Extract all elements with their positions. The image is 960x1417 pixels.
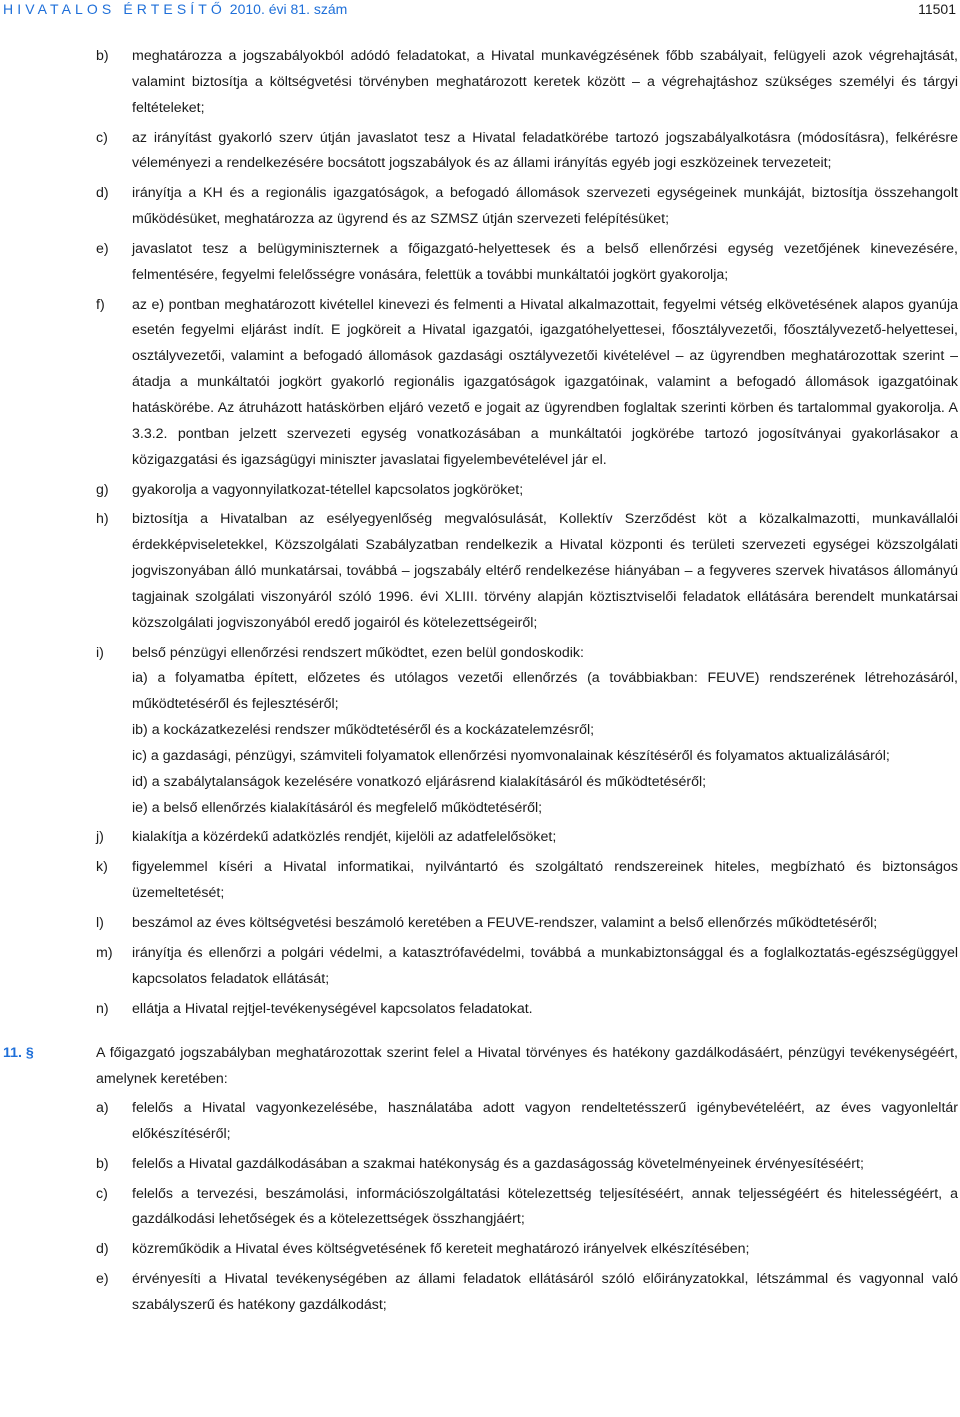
issue-label: 2010. évi 81. szám [229,1,348,17]
section-intro: A főigazgató jogszabályban meghatározottak szerint felel a Hivatal törvényes és hatékony gazdálkodásáért, pénzügyi tevékenységéért, amelynek keretében: [96,1045,958,1088]
sub-item: ie) a belső ellenőrzés kialakításáról és megfelelő működtetéséről; [132,799,543,816]
item-text: ellátja a Hivatal rejtjel-tevékenységével kapcsolatos feladatokat. [132,1000,533,1017]
list-item [0,181,960,233]
page-number: 11501 [918,1,956,17]
sub-item: id) a szabálytalanságok kezelésére vonatkozó eljárásrend kialakításáról és működtetéséről; [132,773,707,790]
list-item [96,1182,958,1234]
item-marker: e) [96,1271,109,1288]
list-item [0,126,960,178]
item-text: irányítja a KH és a regionális igazgatóságok, a befogadó állomások szervezeti egységeinek munkáját, biztosítja összehangolt működésüket, meghatározza az ügyrend és az SZMSZ útján szervezeti felépítésüket; [132,185,958,228]
section-11 [0,1041,960,1318]
list-item [0,44,960,122]
item-marker: e) [96,240,109,257]
item-text: az irányítást gyakorló szerv útján javaslatot tesz a Hivatal feladatkörébe tartozó jogszabályalkotásra (módosításra), felkérésre véleményezi a rendelkezésére bocsátott jogszabályok és az állami irányítás egyéb jogi eszközeinek tervezeteit; [132,129,958,172]
item-marker: b) [96,48,109,64]
item-marker: a) [96,1100,109,1117]
item-text: figyelemmel kíséri a Hivatal informatikai, nyilvántartó és szolgáltató rendszereinek hiteles, megbízható és biztonságos üzemeltetését; [132,859,958,902]
item-text: biztosítja a Hivatalban az esélyegyenlőség megvalósulását, Kollektív Szerződést köt a közalkalmazotti, munkavállalói érdekképviseletekkel, Közszolgálati Szabályzatban rendelkezik a Hivatal központi és területi szervezeti egységei közszolgálati jogviszonyában álló munkatársai, továbbá – jogszabály eltérő rendelkezése hiányában – a fegyveres szervek hivatásos állományú tagjainak szolgálati viszonyáról szóló 1996. évi XLIII. törvény alapján köztisztviselői feladatok ellátására berendelt munkatársai közszolgálati jogviszonyából eredő jogairól és kötelezettségeiről; [132,511,958,631]
item-text: közreműködik a Hivatal éves költségvetésének fő kereteit meghatározó irányelvek elkészítésében; [132,1241,750,1258]
item-marker: l) [96,915,104,931]
item-marker: d) [96,1241,109,1258]
list-item [96,1096,958,1148]
item-marker: k) [96,859,108,876]
journal-title: HIVATALOS ÉRTESÍTŐ [3,1,226,17]
item-marker: f) [96,296,105,313]
list-item [0,941,960,993]
item-marker: m) [96,944,113,961]
item-text: felelős a Hivatal gazdálkodásában a szakmai hatékonyság és a gazdaságosság követelményeinek érvényesítéséért; [132,1155,864,1172]
item-marker: d) [96,185,109,202]
item-text: javaslatot tesz a belügyminiszternek a főigazgató-helyettesek és a belső ellenőrzési egység vezetőjének kinevezésére, felmentésére, fegyelmi felelősségre vonására, felettük a további munkáltatói jogkört gyakorolja; [132,240,958,283]
sub-item: ia) a folyamatba épített, előzetes és utólagos vezetői ellenőrzés (a továbbiakban: FEUVE) rendszerének létrehozásáról, működtetéséről és fejlesztéséről; [132,670,958,713]
list-item [0,237,960,289]
list-item [0,911,960,937]
document-body [0,44,960,1319]
list-item [0,478,960,504]
item-marker: j) [96,829,104,846]
item-text: beszámol az éves költségvetési beszámoló keretében a FEUVE-rendszer, valamint a belső ellenőrzés működtetéséről; [132,915,878,931]
section-list [96,1096,958,1319]
item-text-block [132,641,958,822]
list-item [96,1152,958,1178]
item-marker: b) [96,1155,109,1172]
list-item [0,507,960,636]
list-item [0,293,960,474]
item-marker: n) [96,1000,109,1017]
list-item [0,641,960,822]
list-item [0,997,960,1023]
section-number: 11. § [3,1045,34,1062]
item-text: kialakítja a közérdekű adatközlés rendjét, kijelöli az adatfelelősöket; [132,829,557,846]
item-text: felelős a Hivatal vagyonkezelésébe, használatába adott vagyon rendeltetésszerű igénybevételéért, az éves vagyonleltár előkészítéséről; [132,1100,958,1142]
list-item [96,1267,958,1319]
item-text: érvényesíti a Hivatal tevékenységében az állami feladatok ellátásáról szóló előirányzatokkal, létszámmal és vagyonnal való szabályszerű és hatékony gazdálkodást; [132,1271,958,1313]
item-marker: g) [96,481,109,498]
sub-item: ic) a gazdasági, pénzügyi, számviteli folyamatok ellenőrzési nyomvonalainak készítéséről és folyamatos aktualizálásáról; [132,747,890,764]
item-text: belső pénzügyi ellenőrzési rendszert működtet, ezen belül gondoskodik: [132,644,584,661]
item-text: az e) pontban meghatározott kivétellel kinevezi és felmenti a Hivatal alkalmazottait, fegyelmi vétség elkövetésének alapos gyanúja esetén fegyelmi eljárást indít. E jogköreit a Hivatal igazgatói, igazgatóhelyettesei, főosztályvezetői, főosztályvezető-helyettesei, osztályvezetői, valamint a befogadó állomások gazdasági osztályvezetői kivételével – az ügyrendben meghatározottak szerint – átadja a munkáltatói jogkört gyakorló regionális igazgatóságok igazgatóinak, valamint a befogadó állomások igazgatóinak hatáskörébe. Az átruházott hatáskörben eljáró vezető e jogait az ügyrendben foglaltak szerinti körben és tartalommal gyakorolja. A 3.3.2. pontban jelzett szervezeti egység vonatkozásában a munkáltatói jogkörébe tartozó jogosítványai gyakorlásakor a közigazgatási és igazságügyi miniszter javaslatai figyelembevételével jár el. [132,296,958,468]
item-marker: h) [96,511,109,528]
item-text: gyakorolja a vagyonnyilatkozat-tétellel kapcsolatos jogköröket; [132,481,524,498]
item-marker: i) [96,644,104,661]
item-marker: c) [96,1185,108,1202]
running-header [3,0,347,18]
item-text: meghatározza a jogszabályokból adódó feladatokat, a Hivatal munkavégzésének főbb szabályait, felügyeli azok végrehajtását, valamint biztosítja a költségvetési törvényben meghatározott keretek között – a végrehajtáshoz szükséges személyi és tárgyi feltételeket; [132,48,958,116]
list-item [96,1237,958,1263]
list-item [0,825,960,851]
sub-item: ib) a kockázatkezelési rendszer működtetéséről és a kockázatelemzésről; [132,722,595,739]
section-body [96,1041,958,1318]
item-text: felelős a tervezési, beszámolási, információszolgáltatási kötelezettség teljesítéséért, annak teljességéért és hitelességéért, a gazdálkodási lehetőségek és a kötelezettségek összhangjáért; [132,1185,958,1228]
list-item [0,855,960,907]
page-header [0,0,960,20]
item-text: irányítja és ellenőrzi a polgári védelmi, a katasztrófavédelmi, továbbá a munkabiztonsággal és a foglalkoztatás-egészségüggyel kapcsolatos feladatok ellátását; [132,944,958,987]
item-marker: c) [96,129,108,146]
